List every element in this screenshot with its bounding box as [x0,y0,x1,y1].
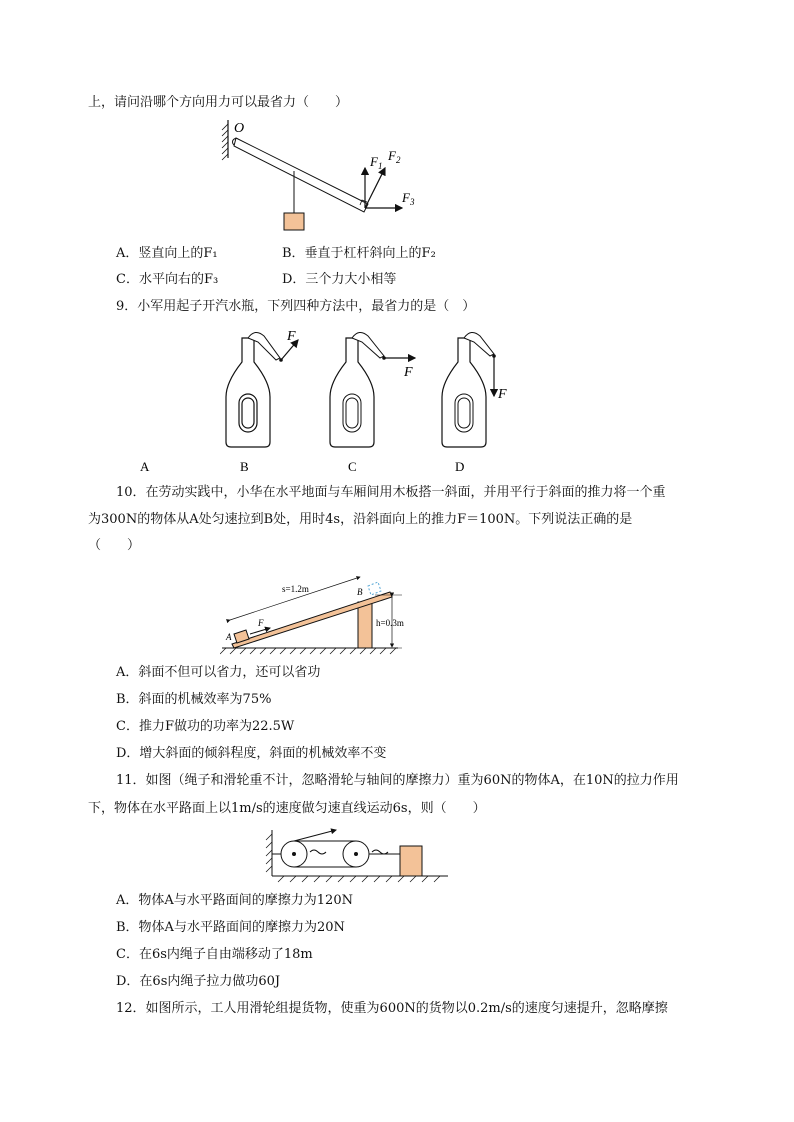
q9-label-a: A [140,459,150,474]
q12-stem-1: 12．如图所示，工人用滑轮组提货物，使重为600N的货物以0.2m/s的速度匀速提升，忽略摩擦 [116,1001,668,1016]
q11-option-d: D．在6s内绳子拉力做功60J [116,974,281,989]
q9-force-d: F [498,387,507,402]
q11-option-a: A．物体A与水平路面间的摩擦力为120N [116,893,353,908]
q8-option-c: C．水平向右的F₃ [116,272,219,287]
q10-option-a: A．斜面不但可以省力，还可以省功 [116,665,321,680]
q9-force-b: F [287,329,296,344]
q11-option-c: C．在6s内绳子自由端移动了18m [116,947,313,962]
q10-a-label: A [226,632,232,642]
q8-option-d: D．三个力大小相等 [282,272,397,287]
q10-option-b: B．斜面的机械效率为75% [116,692,272,707]
q10-h-label: h=0.3m [376,618,404,628]
q10-stem-2: 为300N的物体从A处匀速拉到B处，用时4s，沿斜面向上的推力F＝100N。下列说法正确的是 [88,512,633,527]
q8-stem-tail: 上，请问沿哪个方向用力可以最省力（ ） [88,95,349,110]
svg-text:F1: $F_1$ [370,154,383,171]
q11-option-b: B．物体A与水平路面间的摩擦力为20N [116,920,345,935]
q11-stem-2: 下，物体在水平路面上以1m/s的速度做匀速直线运动6s，则（ ） [88,801,486,816]
q9-bottle-figure [130,322,510,477]
svg-text:F2: $F_2$ [388,148,401,165]
q10-incline-figure [220,562,420,660]
f2-label: F [388,148,396,163]
q9-label-b: B [240,459,249,474]
f1-label: F [370,154,378,169]
q10-s-label: s=1.2m [282,584,309,594]
q11-pulley-figure [264,824,454,886]
f3-label: F [402,190,410,205]
q9-force-c: F [404,365,413,380]
q10-stem-3: （ ） [88,538,141,553]
pivot-label: O [234,121,245,136]
q9-stem: 9．小军用起子开汽水瓶，下列四种方法中，最省力的是（ ） [116,299,476,314]
q8-lever-figure [210,118,430,236]
q10-option-d: D．增大斜面的倾斜程度，斜面的机械效率不变 [116,746,387,761]
q8-option-a: A．竖直向上的F₁ [116,246,218,261]
q9-label-d: D [455,459,465,474]
q10-b-label: B [357,587,363,597]
q11-stem-1: 11．如图（绳子和滑轮重不计，忽略滑轮与轴间的摩擦力）重为60N的物体A，在10N的拉力作用 [116,773,679,788]
q9-label-c: C [348,459,357,474]
q10-option-c: C．推力F做功的功率为22.5W [116,719,295,734]
q8-option-b: B．垂直于杠杆斜向上的F₂ [282,246,436,261]
svg-text:F3: $F_3$ [402,190,415,207]
q10-stem-1: 10．在劳动实践中，小华在水平地面与车厢间用木板搭一斜面，并用平行于斜面的推力将一个重 [116,485,666,500]
q10-f-label: F [258,618,264,628]
